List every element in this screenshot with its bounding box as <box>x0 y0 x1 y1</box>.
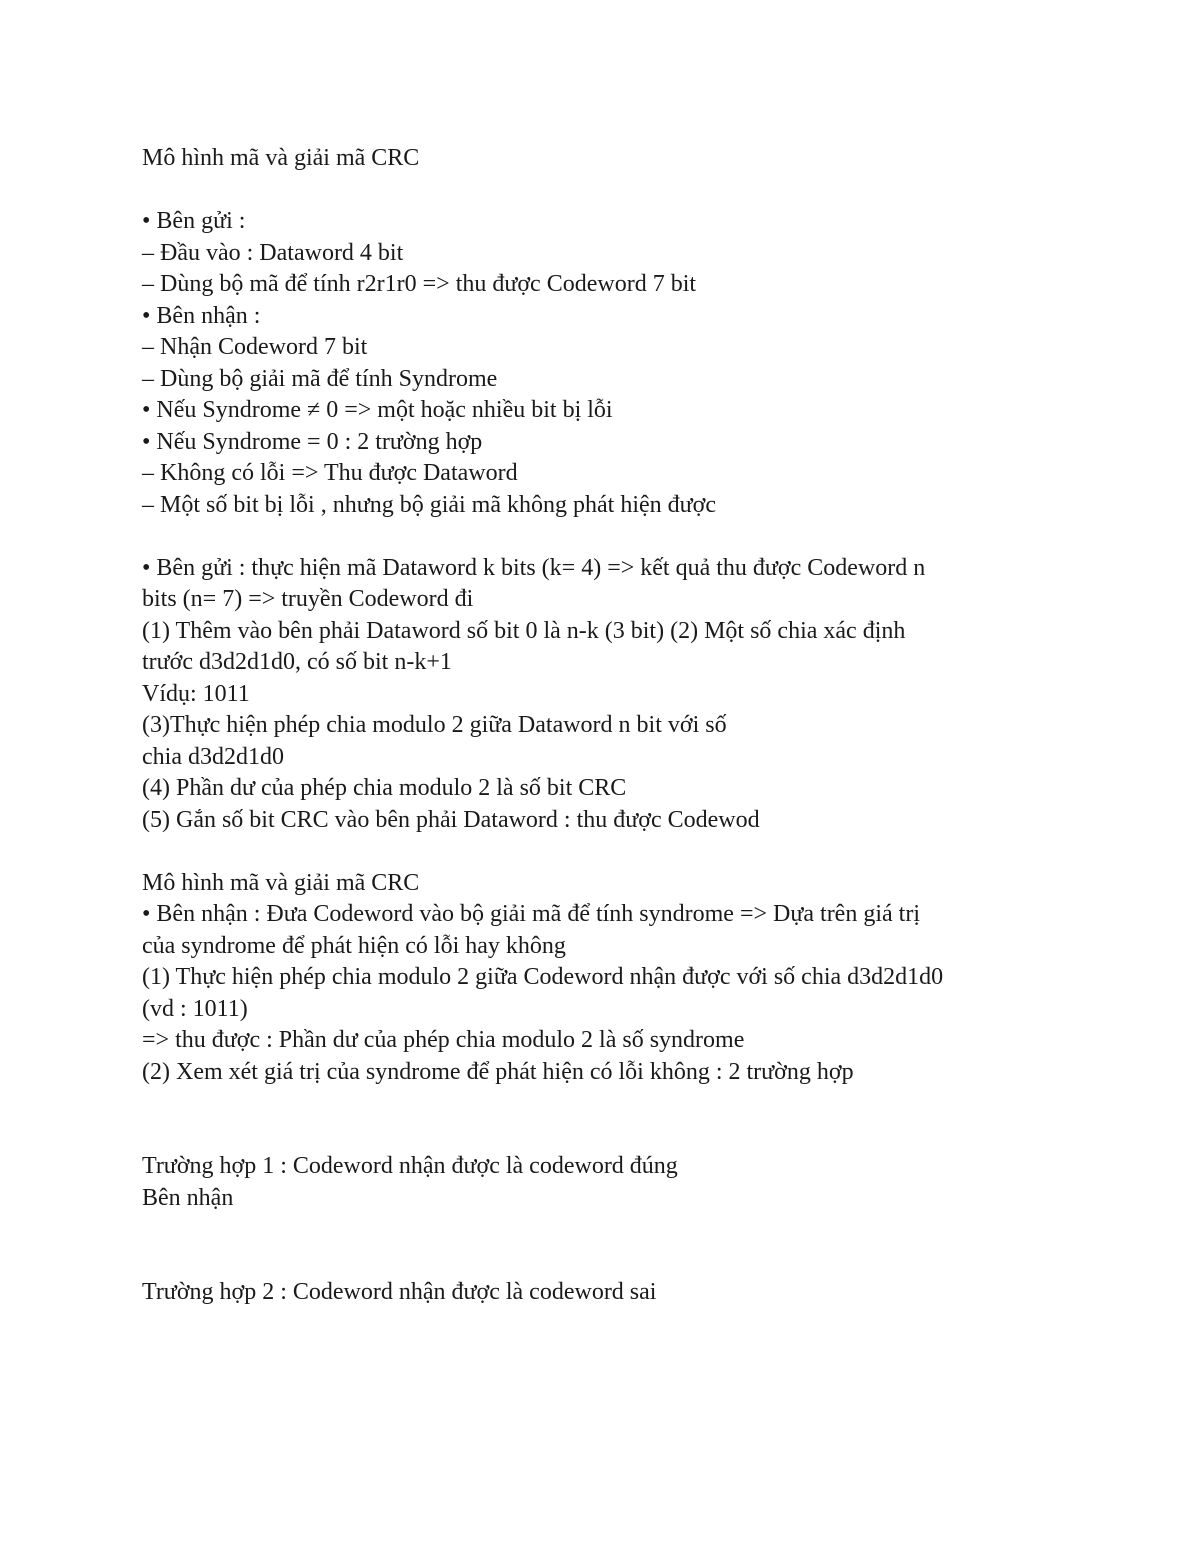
spacer <box>142 836 1082 868</box>
text-line: – Đầu vào : Dataword 4 bit <box>142 239 404 266</box>
spacer <box>142 1214 1082 1277</box>
text-line: • Bên gửi : <box>142 208 246 234</box>
case-1-subtitle: Bên nhận <box>142 1184 234 1211</box>
case-2-title: Trường hợp 2 : Codeword nhận được là codeword sai <box>142 1279 657 1305</box>
text-line: => thu được : Phần dư của phép chia modulo 2 là số syndrome <box>142 1027 745 1053</box>
text-line: trước d3d2d1d0, có số bit n-k+1 <box>142 649 452 675</box>
text-line: (2) Xem xét giá trị của syndrome để phát hiện có lỗi không : 2 trường hợp <box>142 1058 854 1085</box>
text-line: Vídụ: 1011 <box>142 680 250 707</box>
text-line: • Bên nhận : Đưa Codeword vào bộ giải mã để tính syndrome => Dựa trên giá trị <box>142 901 920 927</box>
text-line: – Một số bit bị lỗi , nhưng bộ giải mã không phát hiện được <box>142 491 716 518</box>
text-line: (vd : 1011) <box>142 995 248 1022</box>
document-body <box>142 143 1082 1309</box>
text-line: bits (n= 7) => truyền Codeword đi <box>142 586 474 612</box>
text-line: • Bên gửi : thực hiện mã Dataword k bits (k= 4) => kết quả thu được Codeword n <box>142 554 926 581</box>
spacer <box>142 521 1082 553</box>
text-line: – Dùng bộ mã để tính r2r1r0 => thu được Codeword 7 bit <box>142 271 697 297</box>
text-line: – Dùng bộ giải mã để tính Syndrome <box>142 365 498 392</box>
text-line: (1) Thêm vào bên phải Dataword số bit 0 là n-k (3 bit) (2) Một số chia xác định <box>142 617 906 644</box>
text-line: (4) Phần dư của phép chia modulo 2 là số bit CRC <box>142 775 627 801</box>
text-line: – Không có lỗi => Thu được Dataword <box>142 460 518 486</box>
case-1-title: Trường hợp 1 : Codeword nhận được là codeword đúng <box>142 1153 678 1179</box>
text-line: • Bên nhận : <box>142 302 261 329</box>
text-line: • Nếu Syndrome ≠ 0 => một hoặc nhiều bit bị lỗi <box>142 397 613 423</box>
text-line: (3)Thực hiện phép chia modulo 2 giữa Dataword n bit với số <box>142 712 727 738</box>
section-title: Mô hình mã và giải mã CRC <box>142 145 420 171</box>
section-title: Mô hình mã và giải mã CRC <box>142 869 420 896</box>
text-line: chia d3d2d1d0 <box>142 743 284 770</box>
spacer <box>142 175 1082 207</box>
text-line: của syndrome để phát hiện có lỗi hay không <box>142 932 566 959</box>
text-line: • Nếu Syndrome = 0 : 2 trường hợp <box>142 428 483 455</box>
text-line: – Nhận Codeword 7 bit <box>142 334 368 360</box>
text-line: (1) Thực hiện phép chia modulo 2 giữa Codeword nhận được với số chia d3d2d1d0 <box>142 964 944 990</box>
text-line: (5) Gắn số bit CRC vào bên phải Dataword : thu được Codewod <box>142 806 760 833</box>
spacer <box>142 1088 1082 1151</box>
